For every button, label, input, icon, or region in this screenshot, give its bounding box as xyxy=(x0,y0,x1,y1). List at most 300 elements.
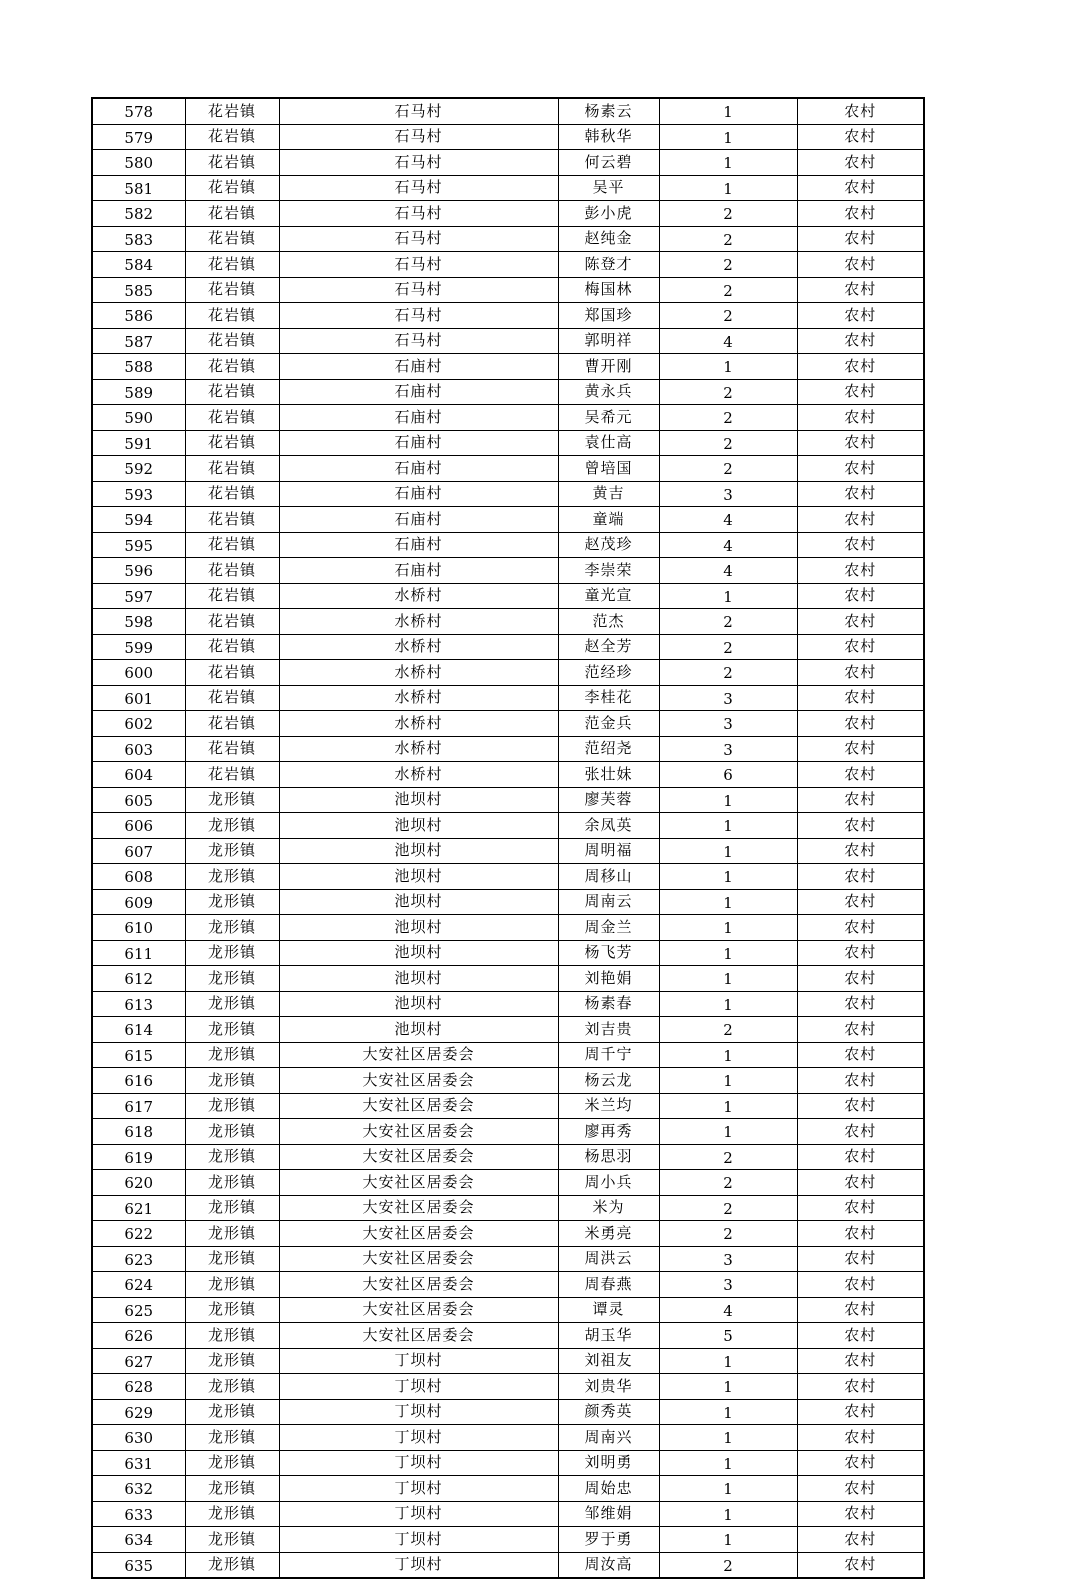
cell-serial-number: 598 xyxy=(92,609,185,635)
table-row xyxy=(92,1221,924,1247)
cell-serial-number: 581 xyxy=(92,175,185,201)
cell-village: 大安社区居委会 xyxy=(279,1246,558,1272)
cell-town: 龙形镇 xyxy=(185,1450,279,1476)
table-row xyxy=(92,1374,924,1400)
cell-area-type: 农村 xyxy=(797,711,924,737)
cell-area-type: 农村 xyxy=(797,1221,924,1247)
cell-person-name: 周南兴 xyxy=(558,1425,659,1451)
cell-household-count: 5 xyxy=(659,1323,797,1349)
cell-area-type: 农村 xyxy=(797,456,924,482)
cell-serial-number: 590 xyxy=(92,405,185,431)
cell-town: 花岩镇 xyxy=(185,201,279,227)
table-row xyxy=(92,915,924,941)
cell-household-count: 2 xyxy=(659,405,797,431)
cell-town: 花岩镇 xyxy=(185,252,279,278)
cell-serial-number: 583 xyxy=(92,226,185,252)
cell-serial-number: 605 xyxy=(92,787,185,813)
cell-person-name: 赵纯金 xyxy=(558,226,659,252)
table-row xyxy=(92,966,924,992)
cell-village: 石庙村 xyxy=(279,456,558,482)
table-row xyxy=(92,1017,924,1043)
cell-area-type: 农村 xyxy=(797,609,924,635)
cell-household-count: 1 xyxy=(659,98,797,124)
cell-area-type: 农村 xyxy=(797,1374,924,1400)
cell-serial-number: 610 xyxy=(92,915,185,941)
cell-person-name: 周洪云 xyxy=(558,1246,659,1272)
cell-serial-number: 634 xyxy=(92,1527,185,1553)
cell-household-count: 2 xyxy=(659,1144,797,1170)
cell-area-type: 农村 xyxy=(797,1476,924,1502)
cell-area-type: 农村 xyxy=(797,1272,924,1298)
cell-serial-number: 592 xyxy=(92,456,185,482)
cell-household-count: 2 xyxy=(659,1195,797,1221)
cell-area-type: 农村 xyxy=(797,1552,924,1578)
cell-town: 龙形镇 xyxy=(185,1399,279,1425)
cell-household-count: 2 xyxy=(659,430,797,456)
cell-area-type: 农村 xyxy=(797,762,924,788)
table-row xyxy=(92,175,924,201)
cell-household-count: 3 xyxy=(659,736,797,762)
cell-village: 丁坝村 xyxy=(279,1552,558,1578)
table-row xyxy=(92,430,924,456)
table-row xyxy=(92,1068,924,1094)
cell-serial-number: 607 xyxy=(92,838,185,864)
cell-person-name: 廖再秀 xyxy=(558,1119,659,1145)
cell-serial-number: 594 xyxy=(92,507,185,533)
cell-area-type: 农村 xyxy=(797,430,924,456)
cell-village: 石马村 xyxy=(279,98,558,124)
cell-household-count: 1 xyxy=(659,1093,797,1119)
cell-town: 花岩镇 xyxy=(185,98,279,124)
cell-village: 池坝村 xyxy=(279,864,558,890)
cell-town: 龙形镇 xyxy=(185,1017,279,1043)
cell-household-count: 2 xyxy=(659,201,797,227)
cell-household-count: 1 xyxy=(659,991,797,1017)
cell-household-count: 1 xyxy=(659,1068,797,1094)
cell-village: 丁坝村 xyxy=(279,1450,558,1476)
table-row xyxy=(92,532,924,558)
cell-town: 龙形镇 xyxy=(185,940,279,966)
table-row xyxy=(92,1297,924,1323)
cell-household-count: 1 xyxy=(659,1501,797,1527)
cell-person-name: 彭小虎 xyxy=(558,201,659,227)
cell-household-count: 4 xyxy=(659,558,797,584)
cell-person-name: 杨飞芳 xyxy=(558,940,659,966)
cell-person-name: 米为 xyxy=(558,1195,659,1221)
cell-serial-number: 628 xyxy=(92,1374,185,1400)
cell-area-type: 农村 xyxy=(797,354,924,380)
cell-person-name: 范经珍 xyxy=(558,660,659,686)
cell-town: 花岩镇 xyxy=(185,660,279,686)
cell-person-name: 黄吉 xyxy=(558,481,659,507)
cell-person-name: 罗于勇 xyxy=(558,1527,659,1553)
cell-area-type: 农村 xyxy=(797,1068,924,1094)
cell-person-name: 范绍尧 xyxy=(558,736,659,762)
cell-area-type: 农村 xyxy=(797,660,924,686)
table-row xyxy=(92,736,924,762)
cell-village: 大安社区居委会 xyxy=(279,1042,558,1068)
cell-town: 龙形镇 xyxy=(185,915,279,941)
cell-area-type: 农村 xyxy=(797,481,924,507)
table-row xyxy=(92,277,924,303)
cell-household-count: 2 xyxy=(659,303,797,329)
cell-person-name: 杨云龙 xyxy=(558,1068,659,1094)
cell-town: 花岩镇 xyxy=(185,456,279,482)
cell-household-count: 1 xyxy=(659,1425,797,1451)
cell-area-type: 农村 xyxy=(797,940,924,966)
cell-serial-number: 635 xyxy=(92,1552,185,1578)
cell-person-name: 梅国林 xyxy=(558,277,659,303)
table-row xyxy=(92,1527,924,1553)
cell-village: 水桥村 xyxy=(279,762,558,788)
cell-person-name: 黄永兵 xyxy=(558,379,659,405)
cell-household-count: 2 xyxy=(659,456,797,482)
cell-town: 龙形镇 xyxy=(185,1093,279,1119)
cell-household-count: 4 xyxy=(659,507,797,533)
cell-area-type: 农村 xyxy=(797,736,924,762)
cell-person-name: 范杰 xyxy=(558,609,659,635)
cell-household-count: 2 xyxy=(659,252,797,278)
cell-serial-number: 588 xyxy=(92,354,185,380)
cell-area-type: 农村 xyxy=(797,1527,924,1553)
cell-town: 花岩镇 xyxy=(185,481,279,507)
table-row xyxy=(92,1348,924,1374)
cell-village: 石马村 xyxy=(279,277,558,303)
table-row xyxy=(92,1476,924,1502)
cell-town: 龙形镇 xyxy=(185,966,279,992)
cell-serial-number: 578 xyxy=(92,98,185,124)
cell-serial-number: 609 xyxy=(92,889,185,915)
cell-household-count: 3 xyxy=(659,711,797,737)
cell-town: 龙形镇 xyxy=(185,1221,279,1247)
cell-household-count: 2 xyxy=(659,634,797,660)
cell-serial-number: 595 xyxy=(92,532,185,558)
cell-household-count: 1 xyxy=(659,1119,797,1145)
cell-serial-number: 621 xyxy=(92,1195,185,1221)
cell-town: 龙形镇 xyxy=(185,1042,279,1068)
table-row xyxy=(92,1425,924,1451)
table-row xyxy=(92,813,924,839)
cell-town: 龙形镇 xyxy=(185,1170,279,1196)
cell-area-type: 农村 xyxy=(797,1297,924,1323)
cell-town: 龙形镇 xyxy=(185,991,279,1017)
cell-village: 水桥村 xyxy=(279,609,558,635)
cell-person-name: 邹维娟 xyxy=(558,1501,659,1527)
cell-serial-number: 630 xyxy=(92,1425,185,1451)
cell-town: 花岩镇 xyxy=(185,379,279,405)
cell-town: 花岩镇 xyxy=(185,277,279,303)
cell-town: 龙形镇 xyxy=(185,1068,279,1094)
cell-village: 池坝村 xyxy=(279,838,558,864)
cell-village: 池坝村 xyxy=(279,991,558,1017)
cell-town: 花岩镇 xyxy=(185,405,279,431)
table-row xyxy=(92,558,924,584)
cell-village: 大安社区居委会 xyxy=(279,1093,558,1119)
cell-person-name: 陈登才 xyxy=(558,252,659,278)
cell-area-type: 农村 xyxy=(797,889,924,915)
cell-area-type: 农村 xyxy=(797,1119,924,1145)
cell-village: 石庙村 xyxy=(279,507,558,533)
cell-person-name: 刘明勇 xyxy=(558,1450,659,1476)
cell-serial-number: 580 xyxy=(92,150,185,176)
cell-town: 龙形镇 xyxy=(185,1348,279,1374)
table-row xyxy=(92,685,924,711)
cell-area-type: 农村 xyxy=(797,379,924,405)
table-row xyxy=(92,838,924,864)
cell-person-name: 周小兵 xyxy=(558,1170,659,1196)
cell-town: 花岩镇 xyxy=(185,328,279,354)
cell-serial-number: 614 xyxy=(92,1017,185,1043)
table-row xyxy=(92,1170,924,1196)
cell-household-count: 4 xyxy=(659,532,797,558)
cell-serial-number: 616 xyxy=(92,1068,185,1094)
cell-village: 石庙村 xyxy=(279,430,558,456)
cell-household-count: 2 xyxy=(659,226,797,252)
cell-serial-number: 587 xyxy=(92,328,185,354)
cell-serial-number: 615 xyxy=(92,1042,185,1068)
cell-serial-number: 582 xyxy=(92,201,185,227)
cell-serial-number: 593 xyxy=(92,481,185,507)
cell-village: 大安社区居委会 xyxy=(279,1068,558,1094)
cell-town: 花岩镇 xyxy=(185,532,279,558)
cell-person-name: 刘吉贵 xyxy=(558,1017,659,1043)
cell-serial-number: 584 xyxy=(92,252,185,278)
cell-serial-number: 585 xyxy=(92,277,185,303)
cell-person-name: 韩秋华 xyxy=(558,124,659,150)
cell-village: 水桥村 xyxy=(279,583,558,609)
table-row xyxy=(92,1246,924,1272)
table-row xyxy=(92,787,924,813)
cell-household-count: 1 xyxy=(659,1450,797,1476)
cell-area-type: 农村 xyxy=(797,1144,924,1170)
cell-town: 龙形镇 xyxy=(185,1527,279,1553)
cell-area-type: 农村 xyxy=(797,1042,924,1068)
cell-town: 花岩镇 xyxy=(185,354,279,380)
cell-village: 水桥村 xyxy=(279,711,558,737)
cell-serial-number: 627 xyxy=(92,1348,185,1374)
cell-village: 石马村 xyxy=(279,150,558,176)
cell-town: 花岩镇 xyxy=(185,430,279,456)
cell-village: 水桥村 xyxy=(279,736,558,762)
cell-person-name: 刘贵华 xyxy=(558,1374,659,1400)
table-row xyxy=(92,991,924,1017)
cell-village: 水桥村 xyxy=(279,685,558,711)
cell-village: 池坝村 xyxy=(279,966,558,992)
cell-area-type: 农村 xyxy=(797,1450,924,1476)
table-row xyxy=(92,124,924,150)
cell-household-count: 2 xyxy=(659,1170,797,1196)
cell-area-type: 农村 xyxy=(797,175,924,201)
cell-town: 花岩镇 xyxy=(185,609,279,635)
table-row xyxy=(92,1323,924,1349)
cell-household-count: 2 xyxy=(659,1017,797,1043)
cell-serial-number: 601 xyxy=(92,685,185,711)
cell-serial-number: 623 xyxy=(92,1246,185,1272)
cell-village: 石马村 xyxy=(279,201,558,227)
cell-town: 龙形镇 xyxy=(185,838,279,864)
table-row xyxy=(92,1195,924,1221)
cell-area-type: 农村 xyxy=(797,1425,924,1451)
table-row xyxy=(92,226,924,252)
cell-village: 大安社区居委会 xyxy=(279,1323,558,1349)
cell-household-count: 4 xyxy=(659,1297,797,1323)
cell-town: 龙形镇 xyxy=(185,787,279,813)
cell-town: 龙形镇 xyxy=(185,889,279,915)
cell-household-count: 1 xyxy=(659,813,797,839)
cell-serial-number: 632 xyxy=(92,1476,185,1502)
cell-village: 石庙村 xyxy=(279,558,558,584)
cell-person-name: 郑国珍 xyxy=(558,303,659,329)
cell-area-type: 农村 xyxy=(797,1323,924,1349)
cell-area-type: 农村 xyxy=(797,1246,924,1272)
cell-area-type: 农村 xyxy=(797,838,924,864)
cell-area-type: 农村 xyxy=(797,201,924,227)
cell-town: 龙形镇 xyxy=(185,864,279,890)
cell-village: 石庙村 xyxy=(279,379,558,405)
cell-village: 池坝村 xyxy=(279,787,558,813)
cell-serial-number: 602 xyxy=(92,711,185,737)
cell-household-count: 2 xyxy=(659,277,797,303)
cell-serial-number: 617 xyxy=(92,1093,185,1119)
cell-village: 石马村 xyxy=(279,252,558,278)
cell-town: 龙形镇 xyxy=(185,1195,279,1221)
cell-town: 花岩镇 xyxy=(185,150,279,176)
table-row xyxy=(92,1042,924,1068)
table-row xyxy=(92,660,924,686)
cell-town: 龙形镇 xyxy=(185,1374,279,1400)
table-row xyxy=(92,379,924,405)
cell-serial-number: 599 xyxy=(92,634,185,660)
table-row xyxy=(92,711,924,737)
table-row xyxy=(92,864,924,890)
cell-serial-number: 579 xyxy=(92,124,185,150)
cell-household-count: 1 xyxy=(659,150,797,176)
cell-area-type: 农村 xyxy=(797,1093,924,1119)
cell-person-name: 李崇荣 xyxy=(558,558,659,584)
cell-household-count: 2 xyxy=(659,609,797,635)
table-row xyxy=(92,303,924,329)
cell-area-type: 农村 xyxy=(797,1195,924,1221)
cell-area-type: 农村 xyxy=(797,634,924,660)
cell-area-type: 农村 xyxy=(797,1170,924,1196)
cell-person-name: 周始忠 xyxy=(558,1476,659,1502)
cell-person-name: 袁仕高 xyxy=(558,430,659,456)
cell-area-type: 农村 xyxy=(797,98,924,124)
cell-area-type: 农村 xyxy=(797,583,924,609)
cell-town: 花岩镇 xyxy=(185,736,279,762)
cell-household-count: 6 xyxy=(659,762,797,788)
cell-village: 大安社区居委会 xyxy=(279,1297,558,1323)
cell-serial-number: 625 xyxy=(92,1297,185,1323)
cell-person-name: 童端 xyxy=(558,507,659,533)
table-row xyxy=(92,1450,924,1476)
cell-village: 池坝村 xyxy=(279,940,558,966)
table-row xyxy=(92,889,924,915)
table-row xyxy=(92,634,924,660)
cell-area-type: 农村 xyxy=(797,558,924,584)
cell-household-count: 2 xyxy=(659,1552,797,1578)
cell-person-name: 杨思羽 xyxy=(558,1144,659,1170)
cell-village: 池坝村 xyxy=(279,813,558,839)
cell-serial-number: 603 xyxy=(92,736,185,762)
cell-town: 花岩镇 xyxy=(185,711,279,737)
cell-town: 龙形镇 xyxy=(185,1425,279,1451)
cell-village: 大安社区居委会 xyxy=(279,1195,558,1221)
table-row xyxy=(92,507,924,533)
cell-household-count: 2 xyxy=(659,379,797,405)
cell-village: 大安社区居委会 xyxy=(279,1272,558,1298)
cell-person-name: 刘艳娟 xyxy=(558,966,659,992)
cell-household-count: 1 xyxy=(659,1476,797,1502)
cell-household-count: 2 xyxy=(659,1221,797,1247)
cell-household-count: 1 xyxy=(659,175,797,201)
cell-town: 龙形镇 xyxy=(185,1144,279,1170)
cell-serial-number: 612 xyxy=(92,966,185,992)
cell-town: 龙形镇 xyxy=(185,1272,279,1298)
cell-person-name: 周南云 xyxy=(558,889,659,915)
cell-household-count: 1 xyxy=(659,354,797,380)
cell-household-count: 1 xyxy=(659,966,797,992)
cell-serial-number: 586 xyxy=(92,303,185,329)
cell-household-count: 1 xyxy=(659,915,797,941)
table-row xyxy=(92,609,924,635)
cell-serial-number: 622 xyxy=(92,1221,185,1247)
cell-village: 大安社区居委会 xyxy=(279,1119,558,1145)
cell-person-name: 周移山 xyxy=(558,864,659,890)
cell-town: 龙形镇 xyxy=(185,1119,279,1145)
cell-town: 花岩镇 xyxy=(185,124,279,150)
cell-town: 花岩镇 xyxy=(185,303,279,329)
table-row xyxy=(92,201,924,227)
cell-village: 丁坝村 xyxy=(279,1527,558,1553)
cell-village: 石马村 xyxy=(279,226,558,252)
cell-area-type: 农村 xyxy=(797,328,924,354)
cell-town: 龙形镇 xyxy=(185,1323,279,1349)
cell-village: 石庙村 xyxy=(279,354,558,380)
cell-person-name: 吴希元 xyxy=(558,405,659,431)
cell-serial-number: 611 xyxy=(92,940,185,966)
cell-household-count: 1 xyxy=(659,1348,797,1374)
cell-town: 花岩镇 xyxy=(185,507,279,533)
table-row xyxy=(92,98,924,124)
cell-village: 石庙村 xyxy=(279,481,558,507)
cell-area-type: 农村 xyxy=(797,813,924,839)
cell-town: 龙形镇 xyxy=(185,1552,279,1578)
roster-table xyxy=(91,97,925,1579)
cell-household-count: 3 xyxy=(659,481,797,507)
cell-person-name: 曹开刚 xyxy=(558,354,659,380)
cell-person-name: 吴平 xyxy=(558,175,659,201)
cell-person-name: 米勇亮 xyxy=(558,1221,659,1247)
cell-village: 丁坝村 xyxy=(279,1476,558,1502)
cell-serial-number: 633 xyxy=(92,1501,185,1527)
cell-household-count: 1 xyxy=(659,1399,797,1425)
cell-household-count: 2 xyxy=(659,660,797,686)
cell-person-name: 廖芙蓉 xyxy=(558,787,659,813)
cell-area-type: 农村 xyxy=(797,532,924,558)
cell-area-type: 农村 xyxy=(797,966,924,992)
table-row xyxy=(92,1272,924,1298)
cell-village: 丁坝村 xyxy=(279,1501,558,1527)
table-row xyxy=(92,354,924,380)
cell-person-name: 杨素春 xyxy=(558,991,659,1017)
table-row xyxy=(92,940,924,966)
cell-village: 丁坝村 xyxy=(279,1425,558,1451)
table-row xyxy=(92,405,924,431)
cell-person-name: 赵茂珍 xyxy=(558,532,659,558)
cell-serial-number: 624 xyxy=(92,1272,185,1298)
cell-household-count: 3 xyxy=(659,1246,797,1272)
